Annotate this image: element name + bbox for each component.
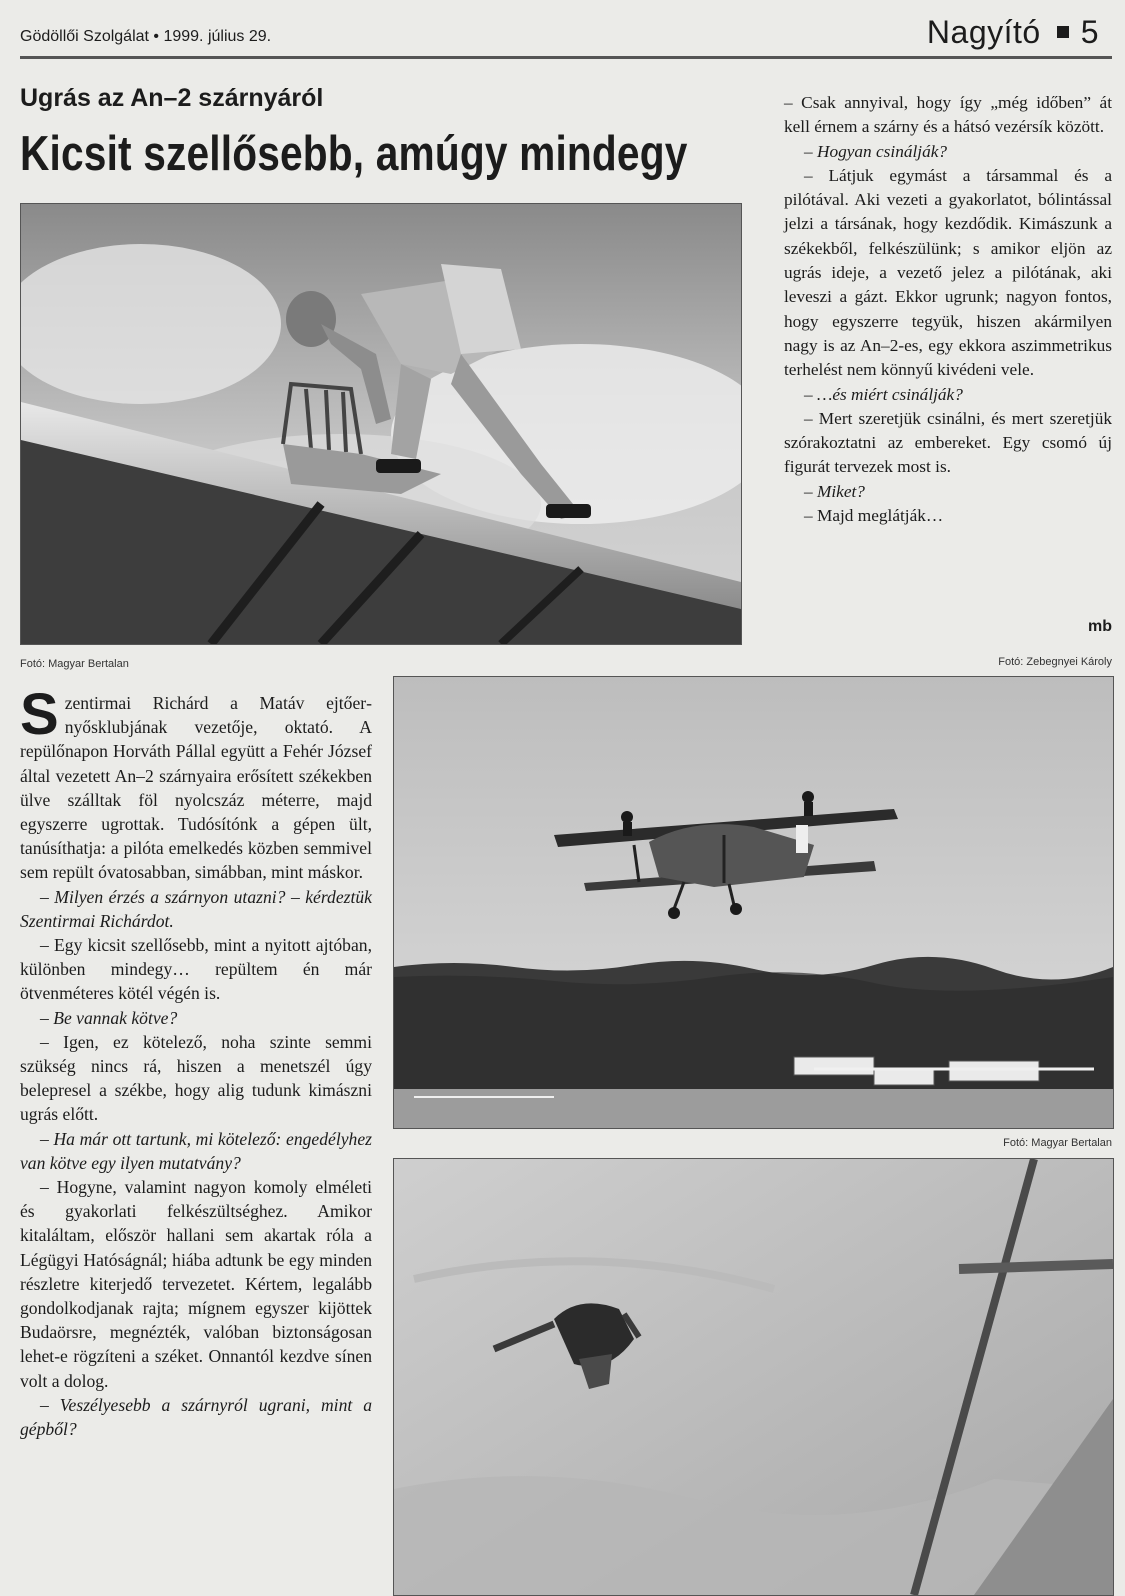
photo-credit: Fotó: Zebegnyei Károly [998,656,1112,668]
interview-question: – …és miért csinálják? [804,384,963,404]
article-kicker: Ugrás az An–2 szárnyáról [20,84,324,112]
photo-credit: Fotó: Magyar Bertalan [20,658,129,670]
interview-question: – Ha már ott tartunk, mi kötelező: engedélyhez van kötve egy ilyen mutatvány? [20,1128,372,1173]
right-text-column [784,91,1112,528]
interview-question: – Be vannak kötve? [40,1007,178,1028]
paragraph: – Mert szeretjük csinálni, és mert szeretjük szórakoztatni az embereket. Egy csomó új figurát tervezek most is. [784,408,1112,477]
main-text-column [20,682,372,1441]
section-header [927,14,1099,51]
paragraph: – Igen, ez kötelező, noha szinte semmi szükség nincs rá, hiszen a menetszél úgy belepresel a székbe, hogy alig tudunk kimászni ugrás előtt. [20,1031,372,1125]
photo-skydiver-freefall [393,1158,1114,1596]
photo-credit: Fotó: Magyar Bertalan [1003,1137,1112,1149]
paragraph: – Csak annyival, hogy így „még időben” át kell érnem a szárny és a hátsó vezérsík között. [784,93,1112,137]
photo-wingwalker [20,203,742,645]
author-signature: mb [1088,618,1112,635]
article-headline: Kicsit szellősebb, amúgy mindegy [20,127,688,181]
drop-cap: S [20,682,59,747]
photo-biplane-flyover [393,676,1114,1129]
interview-question: – Milyen érzés a szárnyon utazni? – kérdeztük Szentirmai Richárdot. [20,886,372,931]
paragraph: – Majd meglátják… [804,506,944,526]
publication-dateline: Gödöllői Szolgálat • 1999. július 29. [20,28,272,45]
interview-question: – Hogyan csinálják? [804,141,948,161]
square-bullet-icon [1057,26,1069,38]
paragraph: – Egy kicsit szellősebb, mint a nyitott ajtóban, különben mindegy… repültem én már ötvenméteres kötél végén is. [20,935,372,1004]
paragraph: – Látjuk egymást a társammal és a pilótával. Aki vezeti a gyakorlatot, bólintással jelzi a társának, hogy kezdődik. Kimászunk a székekből, felkészülünk; s amikor eljön az ugrás ideje, a vezető jelez a pilótának, aki leveszi a gázt. Ekkor ugrunk; nagyon fontos, hogy egyszerre tegyük, hiszen akármilyen nagy is az An–2-es, egy ekkora aszimmetrikus terhelést nem könnyű kivédeni vele. [784,165,1112,380]
header-rule [20,56,1112,59]
lead-paragraph: Szentirmai Richárd a Matáv ejtőernyősklubjának vezetője, oktató. A repülőnapon Horváth Pállal együtt a Fehér József által vezetett An–2 szárnyaira erősített székekben ülve szálltak föl nyolcszáz méterre, majd egyszerre ugrottak. Tudósítónk a gépen ült, tanúsíthatja: a pilóta emelkedés közben semmivel sem repült óvatosabban, simábban, mint máskor. [20,682,372,883]
interview-question: – Veszélyesebb a szárnyról ugrani, mint a gépből? [20,1394,372,1440]
paragraph: – Hogyne, valamint nagyon komoly elméleti és gyakorlati felkészültséghez. Amikor kitaláltam, először hallani sem akartak róla a Légügyi Hatóságnál; hiába adtunk be egy minden részletre kiterjedő tervezetet. Kértem, legalább gondolkodjanak rajta; mígnem egyszer kijöttek Budaörsre, megnézték, valóban biztonságosan lehet-e rögzíteni a széket. Onnantól kezdve sínen volt a dolog. [20,1177,372,1391]
interview-question: – Miket? [804,481,865,501]
section-name: Nagyító [926,14,1041,50]
page-number: 5 [1080,14,1099,50]
